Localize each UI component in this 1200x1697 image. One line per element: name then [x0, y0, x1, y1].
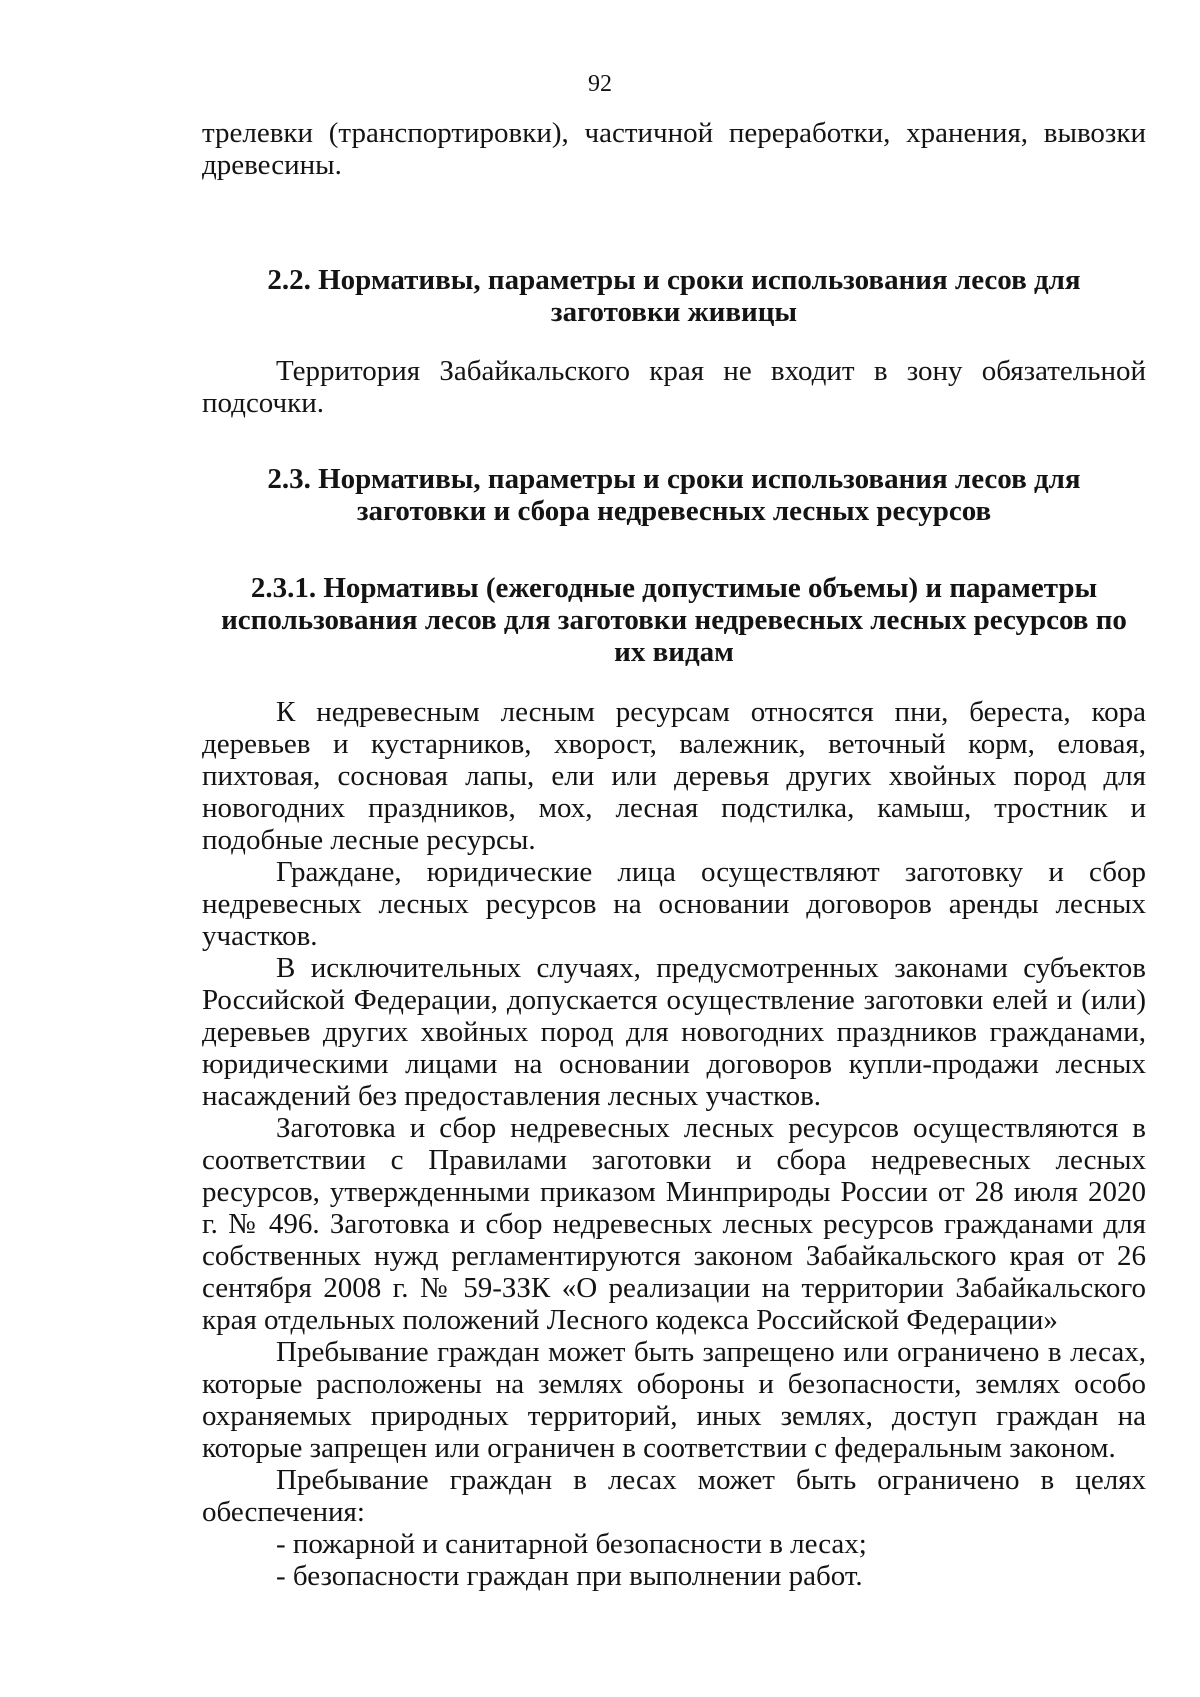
- paragraph: Заготовка и сбор недревесных лесных ресурсов осуществляются в соответствии с Правилами заготовки и сбора недревесных лесных ресурсов, утвержденными приказом Минприроды России от 28 июля 2020 г. № 496. Заготовка и сбор недревесных лесных ресурсов гражданами для собственных нужд регламентируются законом Забайкальского края от 26 сентября 2008 г. № 59-ЗЗК «О реализации на территории Забайкальского края отдельных положений Лесного кодекса Российской Федерации»: [202, 1112, 1146, 1336]
- page-number: 92: [588, 71, 612, 97]
- list-item: - пожарной и санитарной безопасности в лесах;: [276, 1528, 867, 1560]
- paragraph: Граждане, юридические лица осуществляют заготовку и сбор недревесных лесных ресурсов на основании договоров аренды лесных участков.: [202, 856, 1146, 952]
- section-2-3-heading: 2.3. Нормативы, параметры и сроки использования лесов для заготовки и сбора недревесных лесных ресурсов: [267, 463, 1081, 527]
- section-2-3-1-heading: 2.3.1. Нормативы (ежегодные допустимые объемы) и параметры использования лесов для заготовки недревесных лесных ресурсов по их видам: [221, 572, 1127, 668]
- paragraph: Пребывание граждан в лесах может быть ограничено в целях обеспечения:: [202, 1464, 1146, 1528]
- intro-paragraph: трелевки (транспортировки), частичной переработки, хранения, вывозки древесины.: [202, 117, 1146, 181]
- list-item: - безопасности граждан при выполнении работ.: [276, 1560, 863, 1592]
- paragraph: Пребывание граждан может быть запрещено или ограничено в лесах, которые расположены на землях обороны и безопасности, землях особо охраняемых природных территорий, иных землях, доступ граждан на которые запрещен или ограничен в соответствии с федеральным законом.: [202, 1336, 1146, 1464]
- document-body: [202, 117, 1146, 1592]
- paragraph: В исключительных случаях, предусмотренных законами субъектов Российской Федерации, допускается осуществление заготовки елей и (или) деревьев других хвойных пород для новогодних праздников гражданами, юридическими лицами на основании договоров купли-продажи лесных насаждений без предоставления лесных участков.: [202, 952, 1146, 1112]
- paragraph: К недревесным лесным ресурсам относятся пни, береста, кора деревьев и кустарников, хворост, валежник, веточный корм, еловая, пихтовая, сосновая лапы, ели или деревья других хвойных пород для новогодних праздников, мох, лесная подстилка, камыш, тростник и подобные лесные ресурсы.: [202, 696, 1146, 856]
- section-2-2-heading: 2.2. Нормативы, параметры и сроки использования лесов для заготовки живицы: [267, 264, 1081, 328]
- section-2-2-paragraph: Территория Забайкальского края не входит в зону обязательной подсочки.: [202, 355, 1146, 419]
